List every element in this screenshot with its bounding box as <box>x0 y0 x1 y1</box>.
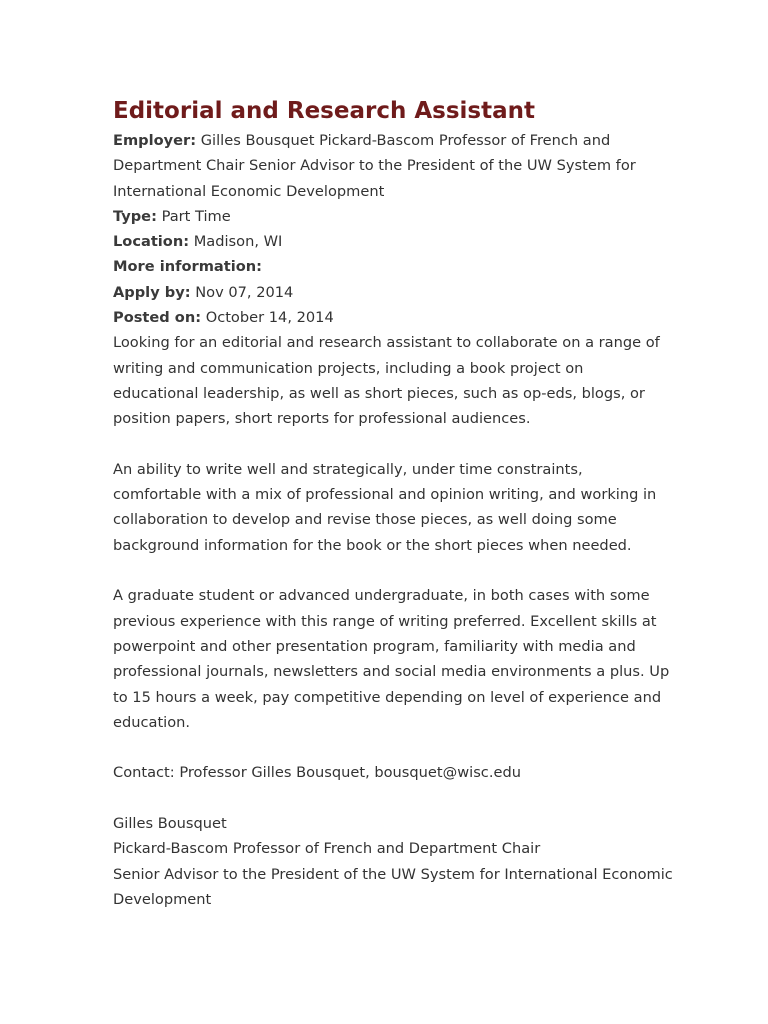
job-posting <box>113 94 673 912</box>
contact-prefix: Contact: Professor Gilles Bousquet, <box>113 764 375 782</box>
contact-email[interactable]: bousquet@wisc.edu <box>374 764 521 782</box>
type-value: Part Time <box>161 207 231 225</box>
location-value: Madison, WI <box>193 233 283 251</box>
description-paragraph-2: An ability to write well and strategically, under time constraints, comfortable with a mix of professional and opinion writing, and working in collaboration to develop and revise those pieces, as well doing some background information for the book or the short pieces when needed. <box>113 460 657 554</box>
apply-by-label: Apply by: <box>113 283 191 301</box>
apply-by-field <box>113 280 673 305</box>
posted-on-label: Posted on: <box>113 309 202 327</box>
type-label: Type: <box>113 207 157 225</box>
employer-field <box>113 128 673 204</box>
spacer <box>113 735 673 760</box>
spacer <box>113 432 673 457</box>
spacer <box>113 558 673 583</box>
employer-value: Gilles Bousquet Pickard-Bascom Professor of French and Department Chair Senior Advisor to the President of the UW System for International Economic Development <box>113 132 636 200</box>
signature-title-line-2: Senior Advisor to the President of the UW System for International Economic Development <box>113 865 673 908</box>
more-info-field <box>113 254 673 279</box>
apply-by-value: Nov 07, 2014 <box>195 283 294 301</box>
signature-name: Gilles Bousquet <box>113 815 227 833</box>
posted-on-value: October 14, 2014 <box>205 309 334 327</box>
posted-on-field <box>113 305 673 330</box>
description-paragraph-1: Looking for an editorial and research assistant to collaborate on a range of writing and communication projects, including a book project on educational leadership, as well as short pieces, such as op-eds, blogs, or position papers, short reports for professional audiences. <box>113 334 660 428</box>
contact-line <box>113 760 673 785</box>
location-field <box>113 229 673 254</box>
location-label: Location: <box>113 233 190 251</box>
page-title: Editorial and Research Assistant <box>113 98 535 124</box>
signature-title-line-1: Pickard-Bascom Professor of French and Department Chair <box>113 840 541 858</box>
type-field <box>113 204 673 229</box>
more-info-label: More information: <box>113 258 262 276</box>
employer-label: Employer: <box>113 132 197 149</box>
spacer <box>113 786 673 811</box>
description-paragraph-3: A graduate student or advanced undergraduate, in both cases with some previous experience with this range of writing preferred. Excellent skills at powerpoint and other presentation program, familiarity with media and professional journals, newsletters and social media environments a plus. Up to 15 hours a week, pay competitive depending on level of experience and education. <box>113 587 670 731</box>
